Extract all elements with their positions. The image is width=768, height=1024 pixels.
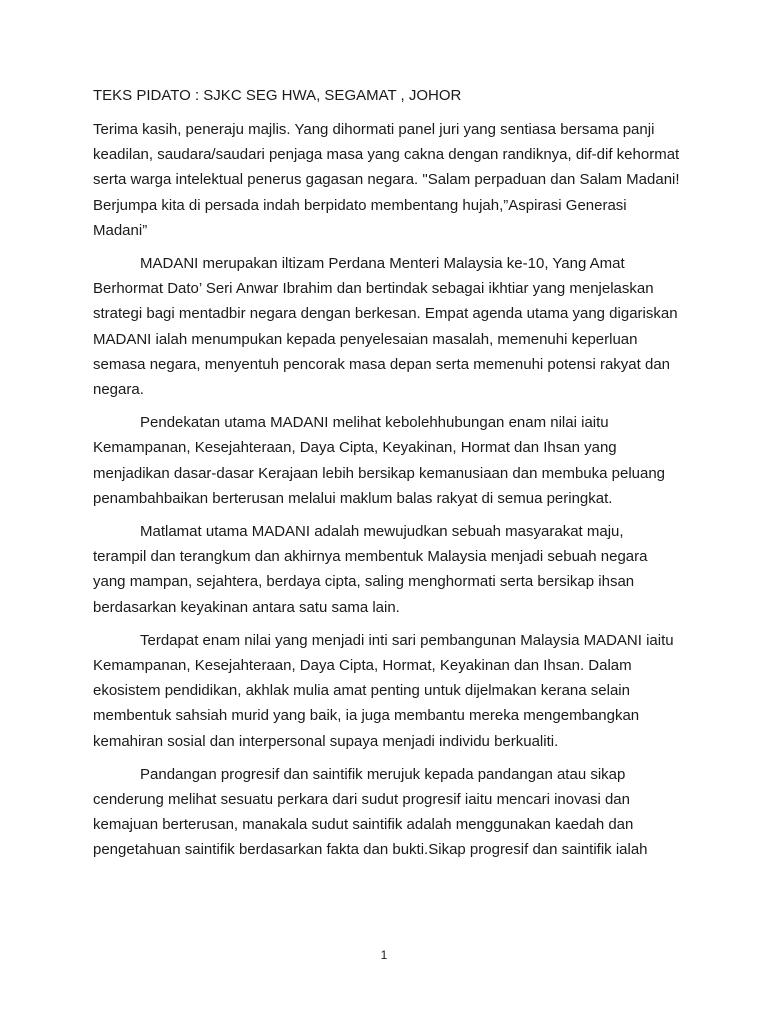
paragraph-madani-goal: Matlamat utama MADANI adalah mewujudkan sebuah masyarakat maju, terampil dan terangkum dan akhirnya membentuk Malaysia menjadi sebuah negara yang mampan, sejahtera, berdaya cipta, saling menghormati serta bersikap ihsan berdasarkan keyakinan antara satu sama lain. xyxy=(93,523,648,616)
paragraph-progressive-view: Pandangan progresif dan saintifik merujuk kepada pandangan atau sikap cenderung melihat sesuatu perkara dari sudut progresif iaitu mencari inovasi dan kemajuan berterusan, manakala sudut saintifik adalah menggunakan kaedah dan pengetahuan saintifik berdasarkan fakta dan bukti.Sikap progresif dan saintifik ialah xyxy=(93,765,648,859)
paragraph-madani-intro: MADANI merupakan iltizam Perdana Menteri Malaysia ke-10, Yang Amat Berhormat Dato’ Seri Anwar Ibrahim dan bertindak sebagai ikhtiar yang menjelaskan strategi bagi mentadbir negara dengan berkesan. Empat agenda utama yang digariskan MADANI ialah menumpukan kepada penyelesaian masalah, memenuhi keperluan semasa negara, menyentuh pencorak masa depan serta memenuhi potensi rakyat dan negara. xyxy=(93,255,678,399)
paragraph-greeting: Terima kasih, peneraju majlis. Yang dihormati panel juri yang sentiasa bersama panji keadilan, saudara/saudari penjaga masa yang cakna dengan randiknya, dif-dif kehormat serta warga intelektual penerus gagasan negara. "Salam perpaduan dan Salam Madani! Berjumpa kita di persada indah berpidato membentang hujah,”Aspirasi Generasi Madani” xyxy=(93,121,680,239)
paragraph-six-values: Terdapat enam nilai yang menjadi inti sari pembangunan Malaysia MADANI iaitu Kemampanan, Kesejahteraan, Daya Cipta, Hormat, Keyakinan dan Ihsan. Dalam ekosistem pendidikan, akhlak mulia amat penting untuk dijelmakan kerana selain membentuk sahsiah murid yang baik, ia juga membantu mereka mengembangkan kemahiran sosial dan interpersonal supaya menjadi individu berkualiti. xyxy=(93,631,674,750)
paragraph-madani-approach: Pendekatan utama MADANI melihat kebolehhubungan enam nilai iaitu Kemampanan, Kesejahteraan, Daya Cipta, Keyakinan, Hormat dan Ihsan yang menjadikan dasar-dasar Kerajaan lebih bersikap kemanusiaan dan membuka peluang penambahbaikan berterusan melalui maklum balas rakyat di semua peringkat. xyxy=(93,414,666,507)
document-page xyxy=(93,85,681,871)
page-number: 1 xyxy=(380,948,388,962)
document-title: TEKS PIDATO : SJKC SEG HWA, SEGAMAT , JOHOR xyxy=(93,87,462,104)
